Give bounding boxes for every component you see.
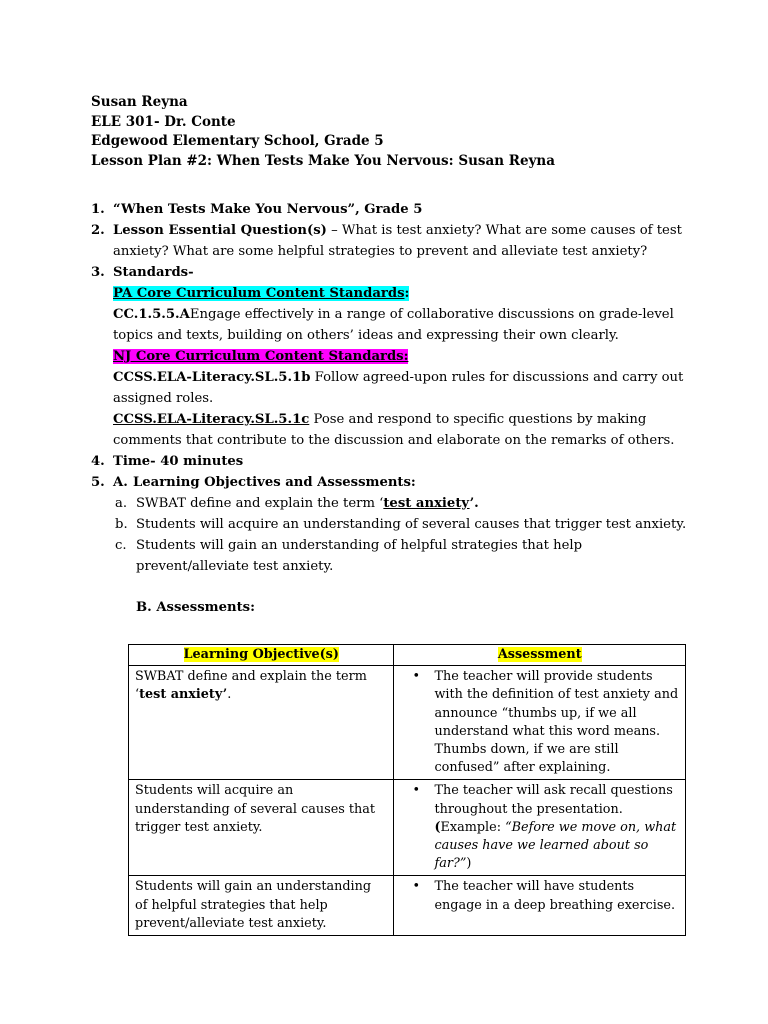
item-number: 3.	[91, 265, 105, 280]
pa-standard-code: CC.1.5.5.A	[113, 307, 190, 322]
sub-letter: a.	[115, 496, 128, 511]
assessment-cell: • The teacher will ask recall questions throughout the presentation. (Example: “Before we move on, what causes have we learned about so far?”)	[394, 780, 686, 876]
nj-standards-heading: NJ Core Curriculum Content Standards:	[113, 349, 409, 364]
objectives-heading: Learning Objectives and Assessments:	[133, 475, 416, 490]
nj-standard-2	[113, 409, 691, 451]
test-anxiety-term: test anxiety	[383, 496, 470, 511]
nj-standard-code: CCSS.ELA-Literacy.SL.5.1c	[113, 412, 310, 427]
essential-question-label: Lesson Essential Question(s)	[113, 223, 327, 238]
time-line: Time- 40 minutes	[113, 454, 244, 469]
objective-a: a. SWBAT define and explain the term ‘test anxiety’.	[91, 493, 691, 514]
lesson-plan-title: Lesson Plan #2: When Tests Make You Nervous: Susan Reyna	[91, 152, 555, 169]
objective-cell: Students will acquire an understanding of several causes that trigger test anxiety.	[129, 780, 394, 876]
table-header-row	[129, 645, 686, 666]
assessment-cell: • The teacher will provide students with the definition of test anxiety and announce “thumbs up, if we all understand what this word means. Thumbs down, if we are still confused” after explaining.	[394, 666, 686, 780]
item-1	[91, 199, 691, 220]
bullet-icon: •	[412, 669, 421, 685]
bullet-icon: •	[412, 783, 421, 799]
section-letter: A.	[113, 475, 128, 490]
course-line: ELE 301- Dr. Conte	[91, 113, 236, 130]
lesson-title: “When Tests Make You Nervous”, Grade 5	[113, 202, 423, 217]
standards-label: Standards-	[113, 265, 194, 280]
item-number: 2.	[91, 223, 105, 238]
table-row	[129, 876, 686, 936]
objective-cell: Students will gain an understanding of helpful strategies that help prevent/alleviate test anxiety.	[129, 876, 394, 936]
objectives-assessment-table	[128, 644, 686, 936]
item-number: 4.	[91, 454, 105, 469]
pa-standard	[113, 304, 691, 346]
bullet-icon: •	[412, 879, 421, 895]
item-number: 5.	[91, 475, 105, 490]
school-line: Edgewood Elementary School, Grade 5	[91, 133, 384, 149]
sub-letter: c.	[115, 538, 127, 553]
pa-standards-heading: PA Core Curriculum Content Standards:	[113, 286, 410, 301]
table-row	[129, 666, 686, 780]
nj-standard-text: Follow agreed-upon rules for discussions and carry out assigned roles.	[113, 370, 684, 406]
item-number: 1.	[91, 202, 105, 217]
nj-standard-1	[113, 367, 691, 409]
objective-c: c. Students will gain an understanding of helpful strategies that help prevent/alleviate test anxiety.	[91, 535, 691, 577]
sub-letter: b.	[115, 517, 128, 532]
item-3	[91, 262, 691, 451]
assessment-cell: • The teacher will have students engage in a deep breathing exercise.	[394, 876, 686, 936]
objective-b: b. Students will acquire an understanding of several causes that trigger test anxiety.	[91, 514, 691, 535]
essential-question-text: – What is test anxiety? What are some causes of test anxiety? What are some helpful strategies to prevent and alleviate test anxiety?	[113, 223, 682, 259]
table-header-assessment: Assessment	[394, 645, 686, 666]
table-header-objectives: Learning Objective(s)	[129, 645, 394, 666]
table-row	[129, 780, 686, 876]
item-2	[91, 220, 691, 262]
nj-standard-text: Pose and respond to specific questions by making comments that contribute to the discussion and elaborate on the remarks of others.	[113, 412, 675, 448]
nj-standard-code: CCSS.ELA-Literacy.SL.5.1b	[113, 370, 311, 385]
objective-cell: SWBAT define and explain the term ‘test anxiety’.	[129, 666, 394, 780]
item-5	[91, 472, 691, 493]
author-name: Susan Reyna	[91, 94, 188, 110]
assessments-heading: B. Assessments:	[136, 600, 255, 615]
lesson-content	[91, 199, 691, 618]
item-4	[91, 451, 691, 472]
document-header	[91, 93, 555, 171]
pa-standard-text: Engage effectively in a range of collaborative discussions on grade-level topics and texts, building on others’ ideas and expressing their own clearly.	[113, 307, 674, 343]
